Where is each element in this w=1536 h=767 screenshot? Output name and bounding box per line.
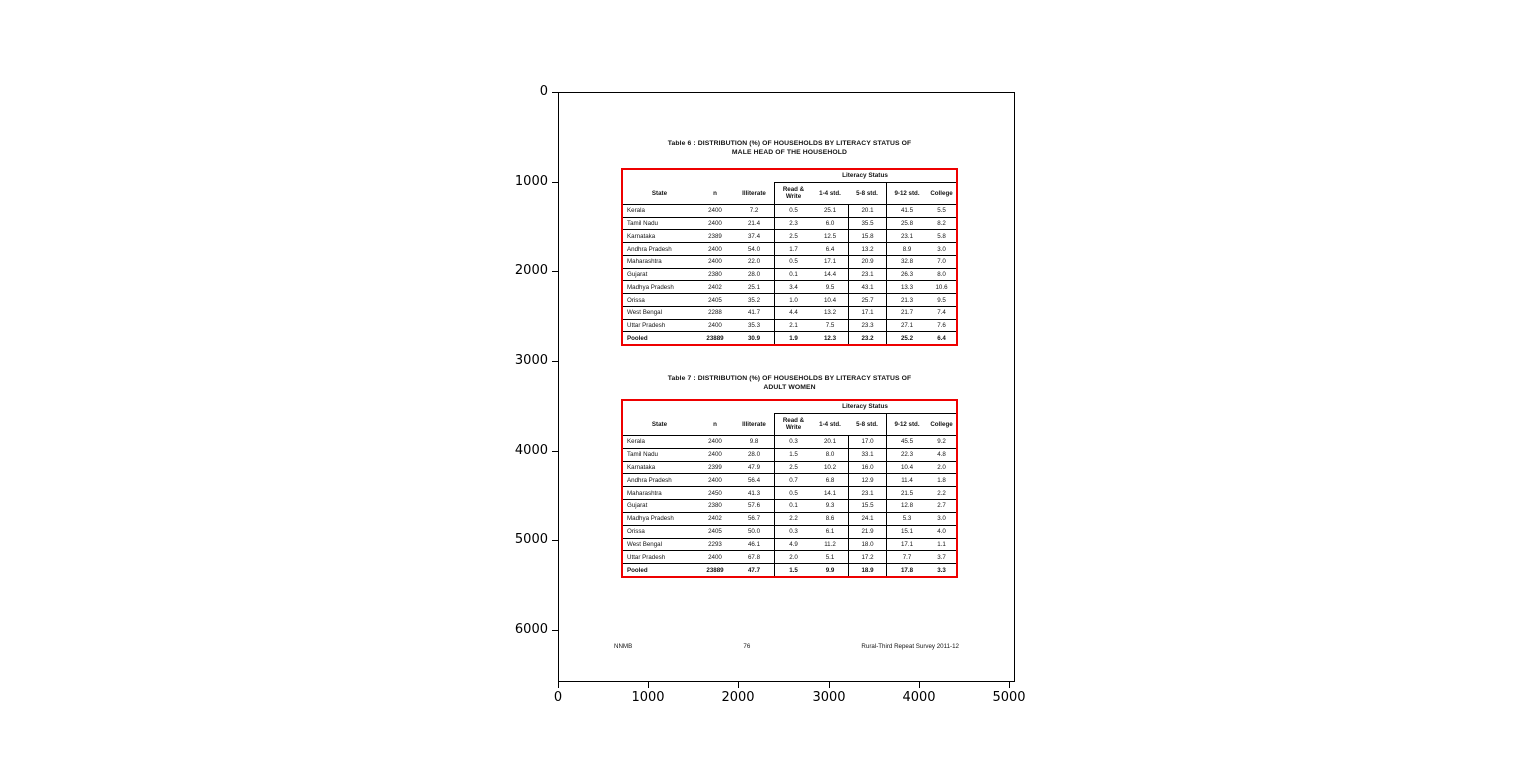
cell-state: Karnataka [627,464,656,472]
cell-college: 2.7 [937,502,946,510]
table7-header [623,401,956,436]
scanned-page [559,93,1016,683]
cell-1-4-std: 12.3 [823,334,837,342]
col-college: College [930,420,953,428]
cell-5-8-std: 35.5 [848,218,886,230]
cell-9-12-std: 45.5 [886,436,927,448]
cell-9-12-std: 25.2 [886,332,927,344]
cell-5-8-std: 17.0 [848,436,886,448]
cell-5-8-std: 23.2 [848,332,886,344]
cell-9-12-std: 10.4 [886,462,927,474]
footer-page-number: 76 [743,643,751,650]
cell-5-8-std: 23.3 [848,320,886,332]
col-n: n [713,420,717,428]
table-row [623,243,956,256]
footer-org: NNMB [614,643,633,650]
cell-state: Maharashtra [627,489,662,497]
cell-illiterate: 25.1 [747,283,761,291]
cell-1-4-std: 13.2 [823,309,837,317]
y-tick-label: 1000 [514,174,548,189]
cell-1-4-std: 14.1 [823,489,837,497]
cell-illiterate: 46.1 [747,540,761,548]
table6-group-row [623,170,956,182]
table-row [623,230,956,243]
cell-n: 2400 [708,245,722,253]
table-row [623,294,956,307]
cell-n: 2400 [708,321,722,329]
x-tick-label: 0 [553,690,563,705]
cell-college: 8.0 [937,271,946,279]
cell-state: Uttar Pradesh [627,553,666,561]
table-row [623,320,956,333]
cell-1-4-std: 5.1 [825,553,835,561]
cell-5-8-std: 18.0 [848,539,886,551]
cell-state: Pooled [627,566,648,574]
cell-n: 2400 [708,207,722,215]
cell-read-write: 0.7 [774,474,812,486]
group-header-label: Literacy Status [774,401,956,414]
cell-5-8-std: 23.1 [848,487,886,499]
cell-9-12-std: 27.1 [886,320,927,332]
table-row [623,332,956,344]
cell-illiterate: 67.8 [747,553,761,561]
table-row [623,205,956,218]
cell-n: 2405 [708,528,722,536]
cell-state: Gujarat [627,502,648,510]
cell-9-12-std: 15.1 [886,526,927,538]
cell-state: Kerala [627,438,645,446]
table-row [623,269,956,282]
cell-read-write: 1.5 [774,449,812,461]
x-tick-label: 4000 [902,690,936,705]
cell-college: 9.5 [937,296,946,304]
cell-9-12-std: 25.8 [886,218,927,230]
cell-read-write: 2.3 [774,218,812,230]
cell-1-4-std: 10.2 [823,464,837,472]
cell-state: West Bengal [627,540,662,548]
table7-body [623,436,956,576]
table-row [623,564,956,576]
col-n: n [713,189,717,197]
cell-1-4-std: 9.5 [825,283,835,291]
col-state: State [651,420,668,428]
cell-1-4-std: 8.6 [825,515,835,523]
cell-n: 2400 [708,553,722,561]
table6-caption-line1: Table 6 : DISTRIBUTION (%) OF HOUSEHOLDS BY LITERACY STATUS OF [667,140,912,147]
cell-9-12-std: 8.9 [886,243,927,255]
cell-n: 2402 [708,515,722,523]
cell-illiterate: 28.0 [747,451,761,459]
cell-1-4-std: 17.1 [823,258,837,266]
cell-9-12-std: 13.3 [886,281,927,293]
cell-illiterate: 37.4 [747,232,761,240]
cell-read-write: 2.1 [774,320,812,332]
col-1-4-std: 1-4 std. [819,189,841,197]
cell-read-write: 3.4 [774,281,812,293]
cell-n: 2400 [708,438,722,446]
cell-5-8-std: 25.7 [848,294,886,306]
cell-9-12-std: 11.4 [886,474,927,486]
cell-college: 8.2 [937,220,946,228]
cell-illiterate: 56.7 [747,515,761,523]
cell-state: Kerala [627,207,645,215]
cell-5-8-std: 15.5 [848,500,886,512]
cell-college: 5.5 [937,207,946,215]
cell-college: 7.6 [937,321,946,329]
table-row [623,307,956,320]
cell-n: 2400 [708,476,722,484]
cell-5-8-std: 13.2 [848,243,886,255]
cell-read-write: 4.9 [774,539,812,551]
col-state: State [651,189,668,197]
cell-illiterate: 9.8 [749,438,759,446]
table-row [623,449,956,462]
cell-illiterate: 28.0 [747,271,761,279]
table-row [623,474,956,487]
table-row [623,500,956,513]
col-illiterate: Illiterate [742,420,766,428]
cell-illiterate: 56.4 [747,476,761,484]
col-5-8-std: 5-8 std. [856,189,878,197]
y-tick-label: 5000 [514,532,548,547]
cell-read-write: 0.3 [774,526,812,538]
cell-1-4-std: 9.9 [825,566,835,574]
page-footer [614,643,959,650]
cell-5-8-std: 16.0 [848,462,886,474]
cell-college: 5.8 [937,232,946,240]
cell-state: Pooled [627,334,648,342]
table7-caption-line1: Table 7 : DISTRIBUTION (%) OF HOUSEHOLDS BY LITERACY STATUS OF [667,375,912,382]
table6-column-row [623,182,956,205]
cell-5-8-std: 24.1 [848,513,886,525]
cell-n: 2400 [708,220,722,228]
x-tick-label: 5000 [992,690,1026,705]
x-tick-label: 1000 [631,690,665,705]
table6-redbox [621,168,958,346]
col-9-12-std: 9-12 std. [886,182,927,204]
cell-state: Madhya Pradesh [627,283,674,291]
cell-illiterate: 47.9 [747,464,761,472]
table-row [623,551,956,564]
col-9-12-std: 9-12 std. [886,413,927,435]
cell-5-8-std: 23.1 [848,269,886,281]
cell-n: 23889 [706,334,724,342]
cell-state: Maharashtra [627,258,662,266]
cell-state: Tamil Nadu [627,220,658,228]
cell-read-write: 4.4 [774,307,812,319]
cell-9-12-std: 26.3 [886,269,927,281]
cell-n: 23889 [706,566,724,574]
cell-read-write: 1.5 [774,564,812,576]
cell-college: 7.4 [937,309,946,317]
cell-5-8-std: 21.9 [848,526,886,538]
cell-college: 3.0 [937,515,946,523]
cell-state: Madhya Pradesh [627,515,674,523]
y-tick-label: 0 [539,84,548,99]
cell-n: 2380 [708,271,722,279]
cell-1-4-std: 11.2 [824,540,836,548]
cell-5-8-std: 12.9 [848,474,886,486]
table7-caption-line2: ADULT WOMEN [763,384,816,391]
cell-5-8-std: 18.9 [848,564,886,576]
cell-n: 2293 [708,540,722,548]
cell-illiterate: 22.0 [747,258,761,266]
cell-college: 3.0 [937,245,946,253]
cell-read-write: 1.0 [774,294,812,306]
table-row [623,281,956,294]
cell-college: 10.6 [935,283,948,291]
cell-state: Tamil Nadu [627,451,658,459]
cell-1-4-std: 14.4 [823,271,837,279]
cell-state: Orissa [627,528,645,536]
cell-illiterate: 7.2 [749,207,759,215]
cell-1-4-std: 10.4 [823,296,837,304]
cell-college: 1.1 [937,540,946,548]
cell-1-4-std: 6.0 [825,220,835,228]
cell-illiterate: 35.2 [747,296,761,304]
cell-college: 9.2 [937,438,946,446]
cell-illiterate: 50.0 [747,528,761,536]
cell-5-8-std: 20.9 [848,256,886,268]
table-row [623,256,956,269]
col-college: College [930,189,953,197]
table7-column-row [623,413,956,436]
cell-state: West Bengal [627,309,662,317]
cell-1-4-std: 9.3 [825,502,835,510]
cell-read-write: 0.5 [774,256,812,268]
cell-read-write: 2.0 [774,551,812,563]
cell-1-4-std: 8.0 [825,451,835,459]
cell-state: Gujarat [627,271,648,279]
cell-read-write: 0.1 [774,269,812,281]
cell-read-write: 2.2 [774,513,812,525]
col-read-write: Read & Write [774,182,812,204]
y-tick-label: 6000 [514,622,548,637]
cell-5-8-std: 17.1 [848,307,886,319]
cell-illiterate: 41.7 [747,309,761,317]
cell-5-8-std: 43.1 [848,281,886,293]
cell-n: 2450 [708,489,722,497]
cell-5-8-std: 17.2 [848,551,886,563]
cell-college: 3.7 [937,553,946,561]
y-tick-label: 2000 [514,263,548,278]
cell-college: 4.8 [937,451,946,459]
cell-read-write: 2.5 [774,462,812,474]
table6-body [623,205,956,344]
cell-9-12-std: 23.1 [886,230,927,242]
x-tick-label: 2000 [721,690,755,705]
cell-5-8-std: 20.1 [848,205,886,217]
cell-college: 1.8 [937,476,946,484]
col-read-write: Read & Write [774,413,812,435]
cell-college: 2.0 [937,464,946,472]
cell-1-4-std: 7.5 [825,321,835,329]
cell-read-write: 0.5 [774,205,812,217]
table-row [623,513,956,526]
cell-college: 2.2 [937,489,946,497]
table-row [623,539,956,552]
table6-caption [621,139,958,157]
cell-college: 3.3 [937,566,946,574]
cell-illiterate: 21.4 [747,220,761,228]
table6-caption-line2: MALE HEAD OF THE HOUSEHOLD [731,149,848,156]
cell-9-12-std: 7.7 [886,551,927,563]
cell-state: Andhra Pradesh [627,476,672,484]
cell-n: 2405 [708,296,722,304]
cell-n: 2400 [708,451,722,459]
cell-state: Karnataka [627,232,656,240]
col-1-4-std: 1-4 std. [819,420,841,428]
cell-read-write: 0.3 [774,436,812,448]
cell-illiterate: 41.3 [747,489,761,497]
cell-illiterate: 35.3 [747,321,761,329]
cell-9-12-std: 21.7 [886,307,927,319]
cell-n: 2380 [708,502,722,510]
cell-1-4-std: 12.5 [823,232,837,240]
table7-redbox [621,399,958,578]
y-tick-label: 3000 [514,353,548,368]
cell-9-12-std: 41.5 [886,205,927,217]
cell-illiterate: 30.9 [747,334,761,342]
cell-read-write: 2.5 [774,230,812,242]
cell-5-8-std: 15.8 [848,230,886,242]
y-tick-label: 4000 [514,443,548,458]
cell-9-12-std: 12.8 [886,500,927,512]
cell-9-12-std: 17.1 [886,539,927,551]
cell-n: 2402 [708,283,722,291]
cell-college: 4.0 [937,528,946,536]
cell-illiterate: 54.0 [747,245,761,253]
col-illiterate: Illiterate [742,189,766,197]
cell-state: Uttar Pradesh [627,321,666,329]
cell-n: 2400 [708,258,722,266]
cell-read-write: 0.1 [774,500,812,512]
table-row [623,462,956,475]
table-row [623,526,956,539]
cell-9-12-std: 17.8 [886,564,927,576]
cell-1-4-std: 20.1 [823,438,837,446]
cell-1-4-std: 6.4 [825,245,835,253]
cell-9-12-std: 22.3 [886,449,927,461]
cell-read-write: 1.9 [774,332,812,344]
col-5-8-std: 5-8 std. [856,420,878,428]
figure-axes [558,92,1015,682]
cell-9-12-std: 21.5 [886,487,927,499]
cell-college: 7.0 [937,258,946,266]
table-row [623,218,956,231]
table7-caption [621,374,958,392]
cell-n: 2288 [708,309,722,317]
cell-9-12-std: 5.3 [886,513,927,525]
table-row [623,436,956,449]
cell-state: Orissa [627,296,645,304]
table-row [623,487,956,500]
cell-illiterate: 57.6 [747,502,761,510]
table7-group-row [623,401,956,413]
cell-1-4-std: 25.1 [823,207,837,215]
cell-illiterate: 47.7 [747,566,761,574]
cell-read-write: 0.5 [774,487,812,499]
table6-header [623,170,956,205]
cell-n: 2389 [708,232,722,240]
group-header-label: Literacy Status [774,170,956,183]
cell-n: 2399 [708,464,722,472]
cell-state: Andhra Pradesh [627,245,672,253]
cell-college: 6.4 [937,334,946,342]
cell-1-4-std: 6.8 [825,476,835,484]
cell-5-8-std: 33.1 [848,449,886,461]
footer-survey-title: Rural-Third Repeat Survey 2011-12 [861,643,959,650]
cell-read-write: 1.7 [774,243,812,255]
x-tick-label: 3000 [812,690,846,705]
cell-9-12-std: 32.8 [886,256,927,268]
cell-9-12-std: 21.3 [886,294,927,306]
cell-1-4-std: 6.1 [825,528,835,536]
